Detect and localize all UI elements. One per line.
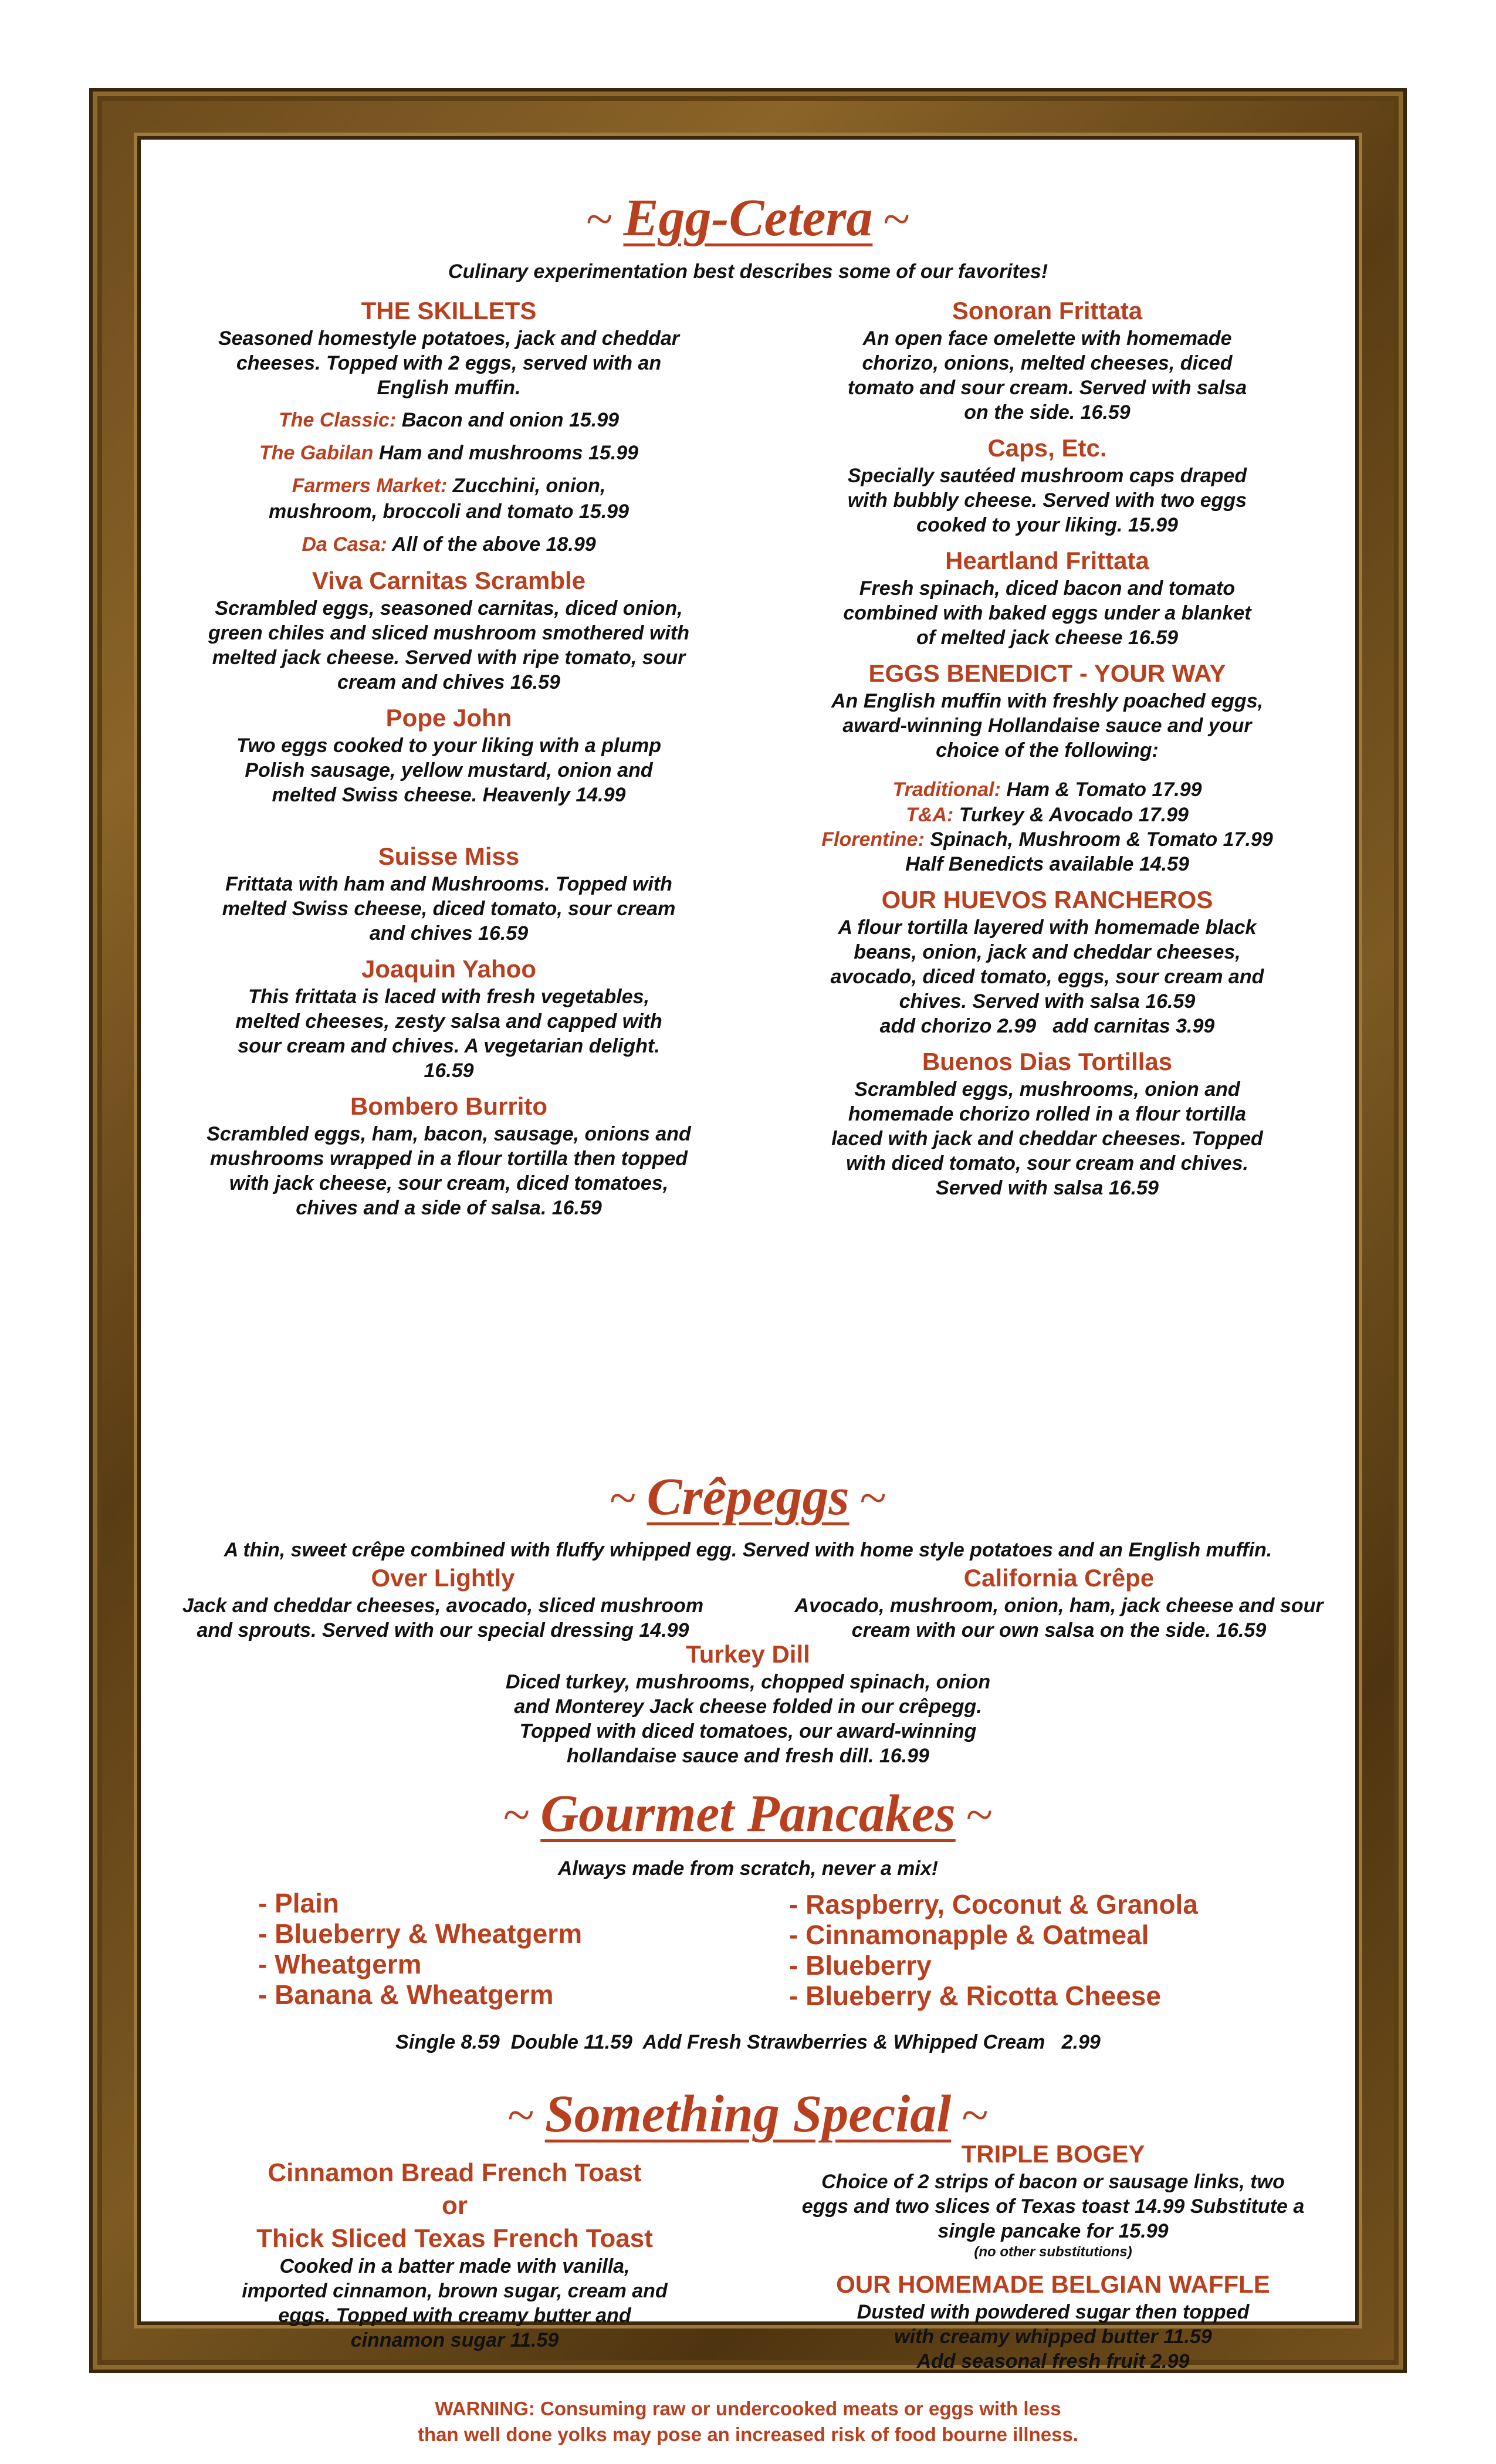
dish-desc: Jack and cheddar cheeses, avocado, sliced mushroom and sprouts. Served with our special dressing 14.99 bbox=[182, 1595, 704, 1641]
french-title-1: Cinnamon Bread French Toast bbox=[268, 2158, 642, 2187]
swirl-ornament-icon: ~ bbox=[610, 1471, 637, 1525]
swirl-ornament-icon: ~ bbox=[586, 192, 613, 246]
skillets-desc: Seasoned homestyle potatoes, jack and cheddar cheeses. Topped with 2 eggs, served with an English muffin. bbox=[218, 327, 680, 399]
dish-desc: Avocado, mushroom, onion, ham, jack cheese and sour cream with our own salsa on the side. 16.59 bbox=[794, 1595, 1324, 1641]
huevos-addons: add chorizo 2.99 add carnitas 3.99 bbox=[879, 1015, 1215, 1037]
egg-heading bbox=[141, 188, 1355, 248]
benedict-desc: An English muffin with freshly poached eggs, award-winning Hollandaise sauce and your choice of the following: bbox=[831, 690, 1264, 761]
pancake-item: - Blueberry & Wheatgerm bbox=[258, 1918, 583, 1949]
french-desc: Cooked in a batter made with vanilla, imported cinnamon, brown sugar, cream and eggs. Topped with creamy butter and cinnamon sugar 11.59 bbox=[242, 2255, 668, 2351]
dish-desc: Scrambled eggs, seasoned carnitas, diced onion, green chiles and sliced mushroom smothered with melted jack cheese. Served with ripe tomato, sour cream and chives 16.59 bbox=[208, 597, 689, 693]
crepe-left bbox=[141, 1555, 745, 1643]
dish-title: Pope John bbox=[385, 704, 512, 732]
benedict-option: T&A: Turkey & Avocado 17.99 bbox=[906, 804, 1189, 826]
crepe-center bbox=[440, 1631, 1056, 1768]
pancakes-intro: Always made from scratch, never a mix! bbox=[557, 1857, 939, 1880]
bogey-title: TRIPLE BOGEY bbox=[961, 2140, 1145, 2168]
dish-title: Heartland Frittata bbox=[945, 547, 1149, 574]
egg-intro: Culinary experimentation best describes some of our favorites! bbox=[448, 260, 1048, 283]
egg-title: Egg-Cetera bbox=[623, 189, 873, 247]
menu-content bbox=[141, 141, 1355, 2445]
dish-title: California Crêpe bbox=[963, 1564, 1155, 1592]
dish-desc: Two eggs cooked to your liking with a plump Polish sausage, yellow mustard, onion and melted Swiss cheese. Heavenly 14.99 bbox=[236, 735, 662, 806]
waffle-title: OUR HOMEMADE BELGIAN WAFFLE bbox=[836, 2270, 1270, 2298]
crepe-right bbox=[763, 1555, 1355, 1643]
dish-title: Caps, Etc. bbox=[987, 434, 1107, 462]
pancakes-heading bbox=[141, 1783, 1355, 1844]
crepe-title: Crêpeggs bbox=[647, 1468, 849, 1526]
french-or: or bbox=[442, 2191, 468, 2220]
bogey-note: (no other substitutions) bbox=[974, 2244, 1132, 2260]
huevos-title: OUR HUEVOS RANCHEROS bbox=[881, 886, 1213, 913]
dish-desc: Diced turkey, mushrooms, chopped spinach, onion and Monterey Jack cheese folded in our crêpegg. Topped with diced tomatoes, our award-winning hollandaise sauce and fresh dill. 16.99 bbox=[505, 1671, 991, 1767]
huevos-desc: A flour tortilla layered with homemade black beans, onion, jack and cheddar cheeses, avocado, diced tomato, eggs, sour cream and chives. Served with salsa 16.59 bbox=[830, 916, 1264, 1013]
crepe-intro: A thin, sweet crêpe combined with fluffy whipped egg. Served with home style potatoes and an English muffin. bbox=[224, 1539, 1272, 1561]
bogey-desc: Choice of 2 strips of bacon or sausage links, two eggs and two slices of Texas toast 14.99 Substitute a single pancake for 15.99 bbox=[801, 2171, 1305, 2242]
dish-title: Turkey Dill bbox=[686, 1640, 810, 1668]
special-title: Something Special bbox=[544, 2085, 952, 2143]
benedict-option: Traditional: Ham & Tomato 17.99 bbox=[892, 779, 1202, 801]
dish-desc: An open face omelette with homemade chorizo, onions, melted cheeses, diced tomato and sour cream. Served with salsa on the side. 16.59 bbox=[847, 327, 1247, 424]
french-toast bbox=[199, 2150, 710, 2353]
benedict-title: EGGS BENEDICT - YOUR WAY bbox=[868, 659, 1226, 687]
pancake-item: - Raspberry, Coconut & Granola bbox=[789, 1889, 1198, 1920]
pancake-item: - Wheatgerm bbox=[258, 1949, 422, 1979]
skillet-option: Da Casa: All of the above 18.99 bbox=[302, 533, 596, 556]
french-title-2: Thick Sliced Texas French Toast bbox=[256, 2224, 653, 2253]
egg-left-column bbox=[176, 287, 722, 1220]
swirl-ornament-icon: ~ bbox=[503, 1788, 530, 1842]
benedict-half: Half Benedicts available 14.59 bbox=[905, 853, 1189, 875]
crepe-heading bbox=[141, 1467, 1355, 1527]
waffle-addon: Add seasonal fresh fruit 2.99 bbox=[916, 2350, 1190, 2372]
swirl-ornament-icon: ~ bbox=[859, 1471, 886, 1525]
pancake-item: - Blueberry & Ricotta Cheese bbox=[789, 1981, 1161, 2011]
swirl-ornament-icon: ~ bbox=[966, 1788, 993, 1842]
pancake-item: - Plain bbox=[258, 1888, 340, 1918]
dish-title: Over Lightly bbox=[371, 1564, 515, 1592]
skillet-option: Farmers Market: Zucchini, onion, mushroom, broccoli and tomato 15.99 bbox=[268, 475, 629, 523]
pancake-list-left bbox=[258, 1888, 582, 2010]
swirl-ornament-icon: ~ bbox=[962, 2088, 989, 2143]
benedict-option: Florentine: Spinach, Mushroom & Tomato 17.99 bbox=[821, 828, 1273, 851]
pancake-item: - Banana & Wheatgerm bbox=[258, 1979, 554, 2010]
dish-title: Sonoran Frittata bbox=[952, 297, 1143, 324]
egg-right-column bbox=[774, 287, 1320, 1200]
dish-title: Bombero Burrito bbox=[350, 1092, 547, 1120]
pancake-prices: Single 8.59 Double 11.59 Add Fresh Strawberries & Whipped Cream 2.99 bbox=[395, 2031, 1101, 2053]
pancakes-title: Gourmet Pancakes bbox=[540, 1785, 956, 1843]
pancake-list-right bbox=[789, 1889, 1198, 2011]
skillets-title: THE SKILLETS bbox=[361, 297, 537, 324]
swirl-ornament-icon: ~ bbox=[507, 2088, 534, 2143]
swirl-ornament-icon: ~ bbox=[883, 192, 910, 246]
dish-title: Joaquin Yahoo bbox=[361, 955, 536, 983]
dish-desc: Scrambled eggs, mushrooms, onion and homemade chorizo rolled in a flour tortilla laced with jack and cheddar cheeses. Topped with diced tomato, sour cream and chives. Served with salsa 16.59 bbox=[831, 1078, 1263, 1199]
dish-title: Buenos Dias Tortillas bbox=[922, 1048, 1173, 1075]
dish-title: Viva Carnitas Scramble bbox=[312, 567, 586, 594]
skillet-option: The Gabilan Ham and mushrooms 15.99 bbox=[259, 442, 639, 464]
dish-desc: This frittata is laced with fresh vegetables, melted cheeses, zesty salsa and capped with sour cream and chives. A vegetarian delight. 16.59 bbox=[235, 986, 662, 1082]
pancake-item: - Cinnamonapple & Oatmeal bbox=[789, 1920, 1149, 1950]
dish-title: Suisse Miss bbox=[378, 842, 520, 870]
skillet-option: The Classic: Bacon and onion 15.99 bbox=[278, 409, 620, 431]
special-right bbox=[751, 2131, 1355, 2374]
dish-desc: Frittata with ham and Mushrooms. Topped with melted Swiss cheese, diced tomato, sour cream and chives 16.59 bbox=[222, 873, 676, 945]
pancake-item: - Blueberry bbox=[789, 1950, 932, 1981]
dish-desc: Fresh spinach, diced bacon and tomato combined with baked eggs under a blanket of melted jack cheese 16.59 bbox=[843, 577, 1251, 649]
dish-desc: Scrambled eggs, ham, bacon, sausage, onions and mushrooms wrapped in a flour tortilla then topped with jack cheese, sour cream, diced tomatoes, chives and a side of salsa. 16.59 bbox=[207, 1123, 691, 1219]
dish-desc: Specially sautéed mushroom caps draped with bubbly cheese. Served with two eggs cooked to your liking. 15.99 bbox=[847, 465, 1247, 536]
food-safety-warning: WARNING: Consuming raw or undercooked meats or eggs with less than well done yolks may pose an increased risk of food bourne illness. bbox=[418, 2398, 1078, 2445]
waffle-desc: Dusted with powdered sugar then topped with creamy whipped butter 11.59 bbox=[857, 2301, 1250, 2348]
